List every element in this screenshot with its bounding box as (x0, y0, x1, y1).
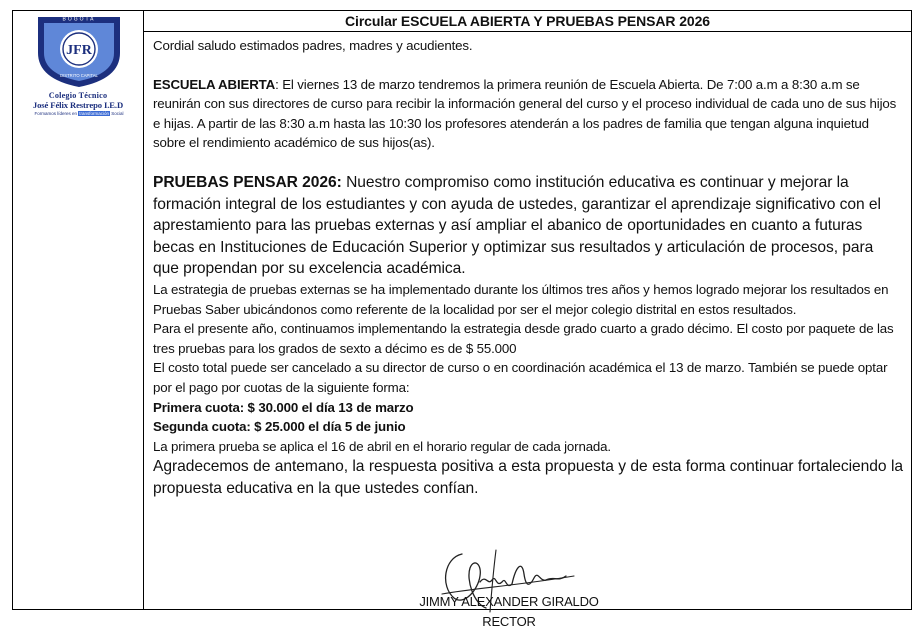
pruebas-pensar-text: Nuestro compromiso como institución educativa es continuar y mejorar la formación integral de los estudiantes y con ayuda de ustedes, garantizar el aprendizaje significativo con el aprestamiento para las pruebas externas y así ampliar el abanico de oportunidades en cuanto a futuras becas en Instituciones de Educación Superior y optimizar sus resultados y articulación de procesos, para que propendan por su excelencia académica. (153, 173, 881, 278)
first-installment: Primera cuota: $ 30.000 el día 13 de marzo (153, 399, 414, 415)
signer-name: JIMMY ALEXANDER GIRALDO (419, 594, 599, 609)
school-name-line1: Colegio Técnico (48, 91, 108, 100)
strategy-paragraph: La estrategia de pruebas externas se ha implementado durante los últimos tres años y hemos logrado mejorar los resultados en Pruebas Saber ubicándonos como referente de la localidad por ser el mejor colegio distrital en estos resultados. (153, 281, 889, 317)
motto-before: Formamos líderes en (34, 111, 77, 116)
school-name-line2: José Félix Restrepo I.E.D (32, 100, 124, 110)
escuela-abierta-label: ESCUELA ABIERTA (153, 76, 276, 92)
payment-paragraph: El costo total puede ser cancelado a su director de curso o en coordinación académica el 13 de marzo. También se puede optar por el pago por cuotas de la siguiente forma: (153, 360, 888, 395)
content-column (144, 11, 911, 629)
pruebas-pensar-label: PRUEBAS PENSAR 2026: (153, 173, 342, 191)
closing-paragraph: Agradecemos de antemano, la respuesta positiva a esta propuesta y de esta forma continuar fortaleciendo la propuesta educativa en la que ustedes confían. (153, 458, 903, 497)
second-installment: Segunda cuota: $ 25.000 el día 5 de junio (153, 419, 406, 435)
circular-frame (12, 10, 912, 629)
pruebas-pensar-paragraph (153, 172, 903, 280)
first-test-paragraph: La primera prueba se aplica el 16 de abril en el horario regular de cada jornada. (153, 438, 611, 454)
motto-highlight: transformación (79, 111, 109, 116)
logo-column (13, 11, 144, 609)
crest-arc-top: BOGOTA (62, 16, 96, 23)
crest-monogram: JFR (66, 43, 92, 58)
cost-paragraph: Para el presente año, continuamos implementando la estrategia desde grado cuarto a grado décimo. El costo por paquete de las tres pruebas para los grados de sexto a décimo es de $ 55.000 (153, 321, 894, 356)
signer-role: RECTOR (482, 614, 536, 629)
school-crest (30, 13, 128, 89)
signature-block (144, 540, 911, 629)
circular-title: Circular ESCUELA ABIERTA Y PRUEBAS PENSAR 2026 (144, 11, 911, 32)
greeting: Cordial saludo estimados padres, madres y acudientes. (153, 38, 473, 53)
circular-body (144, 32, 911, 629)
crest-arc-bottom: DISTRITO CAPITAL (60, 73, 98, 78)
school-motto (19, 111, 139, 116)
escuela-abierta-paragraph (153, 75, 903, 153)
escuela-abierta-text: : El viernes 13 de marzo tendremos la primera reunión de Escuela Abierta. De 7:00 a.m a 8:30 a.m se reunirán con sus directores de curso para recibir la información general del curso y el proceso individual de cada uno de sus hijos e hijas. A partir de las 8:30 a.m hasta las 10:30 los profesores atenderán a los padres de familia que tengan alguna inquietud sobre el rendimiento académico de sus hijos(as). (153, 76, 897, 151)
motto-after: Social (111, 111, 124, 116)
